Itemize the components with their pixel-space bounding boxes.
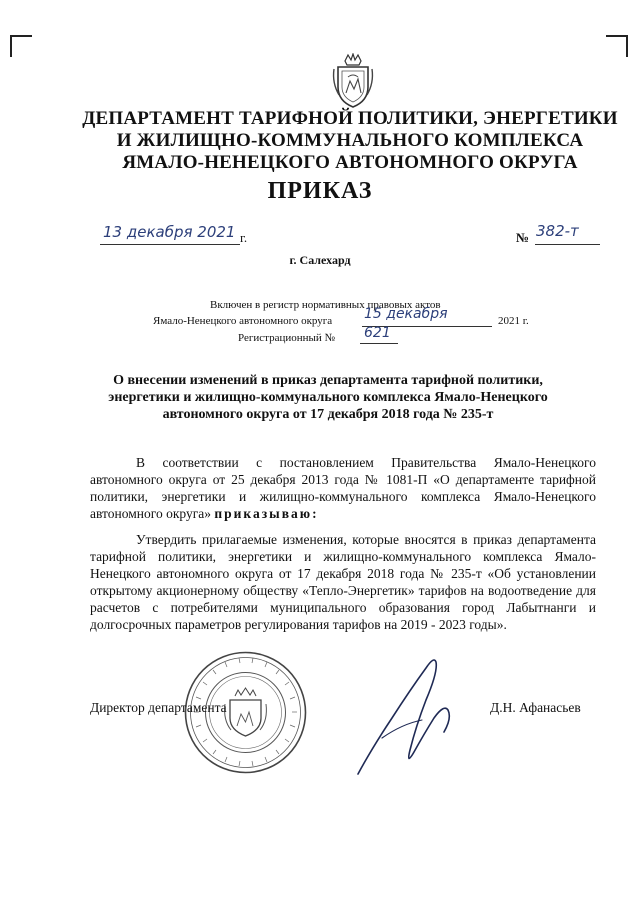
handwritten-registry-date: 15 декабря	[364, 306, 448, 322]
registry-number-underline	[360, 343, 398, 344]
registry-number-label: Регистрационный №	[238, 332, 336, 344]
coat-of-arms-icon	[330, 53, 376, 109]
director-position: Директор департамента	[90, 700, 227, 715]
department-title-line-3: ЯМАЛО-НЕНЕЦКОГО АВТОНОМНОГО ОКРУГА	[122, 152, 578, 173]
city-line: г. Салехард	[289, 253, 351, 267]
registry-year: 2021 г.	[498, 315, 529, 327]
registry-line-1: Включен в регистр нормативных правовых актов	[210, 299, 441, 311]
order-subject-line-2: энергетики и жилищно-коммунального комплекса Ямало-Ненецкого	[108, 390, 548, 405]
date-suffix: г.	[240, 230, 248, 245]
order-word: приказываю:	[214, 506, 319, 521]
signature-icon	[352, 648, 472, 778]
registry-line-2-prefix: Ямало-Ненецкого автономного округа	[153, 315, 333, 327]
order-subject-line-1: О внесении изменений в приказ департамента тарифной политики,	[113, 373, 543, 388]
corner-mark-left	[10, 35, 32, 37]
order-subject-line-3: автономного округа от 17 декабря 2018 года № 235-т	[162, 407, 494, 422]
number-underline	[535, 244, 600, 245]
preamble-paragraph	[90, 454, 596, 522]
main-paragraph: Утвердить прилагаемые изменения, которые вносятся в приказ департамента тарифной политики, энергетики и жилищно-коммунального комплекса Ямало-Ненецкого автономного округа от 17 декабря 2018 года № 235-т «Об установлении открытому акционерному обществу «Тепло-Энергетик» тарифов на водоотведение для расчетов с потребителями муниципального образования город Лабытнанги и долгосрочных параметров регулирования тарифов на 2019 - 2023 годы».	[90, 532, 596, 632]
department-title-line-2: И ЖИЛИЩНО-КОММУНАЛЬНОГО КОМПЛЕКСА	[116, 130, 584, 151]
handwritten-order-number: 382-т	[536, 222, 579, 240]
document-type-heading: ПРИКАЗ	[267, 178, 373, 204]
corner-mark-left-vertical	[10, 35, 12, 57]
handwritten-registry-number: 621	[364, 325, 391, 341]
corner-mark-right-vertical	[626, 35, 628, 57]
department-title-line-1: ДЕПАРТАМЕНТ ТАРИФНОЙ ПОЛИТИКИ, ЭНЕРГЕТИКИ	[82, 108, 618, 129]
signer-name: Д.Н. Афанасьев	[490, 700, 581, 715]
corner-mark-right	[606, 35, 628, 37]
preamble-text: В соответствии с постановлением Правительства Ямало-Ненецкого автономного округа от 25 декабря 2013 года № 1081-П «О департаменте тарифной политики, энергетики и жилищно-коммунального комплекса Ямало-Ненецкого автономного округа»	[90, 455, 596, 521]
order-number-label: №	[516, 230, 530, 245]
handwritten-date: 13 декабря 2021	[103, 223, 236, 241]
department-title	[80, 108, 620, 174]
date-underline	[100, 244, 240, 245]
order-subject	[90, 372, 566, 423]
